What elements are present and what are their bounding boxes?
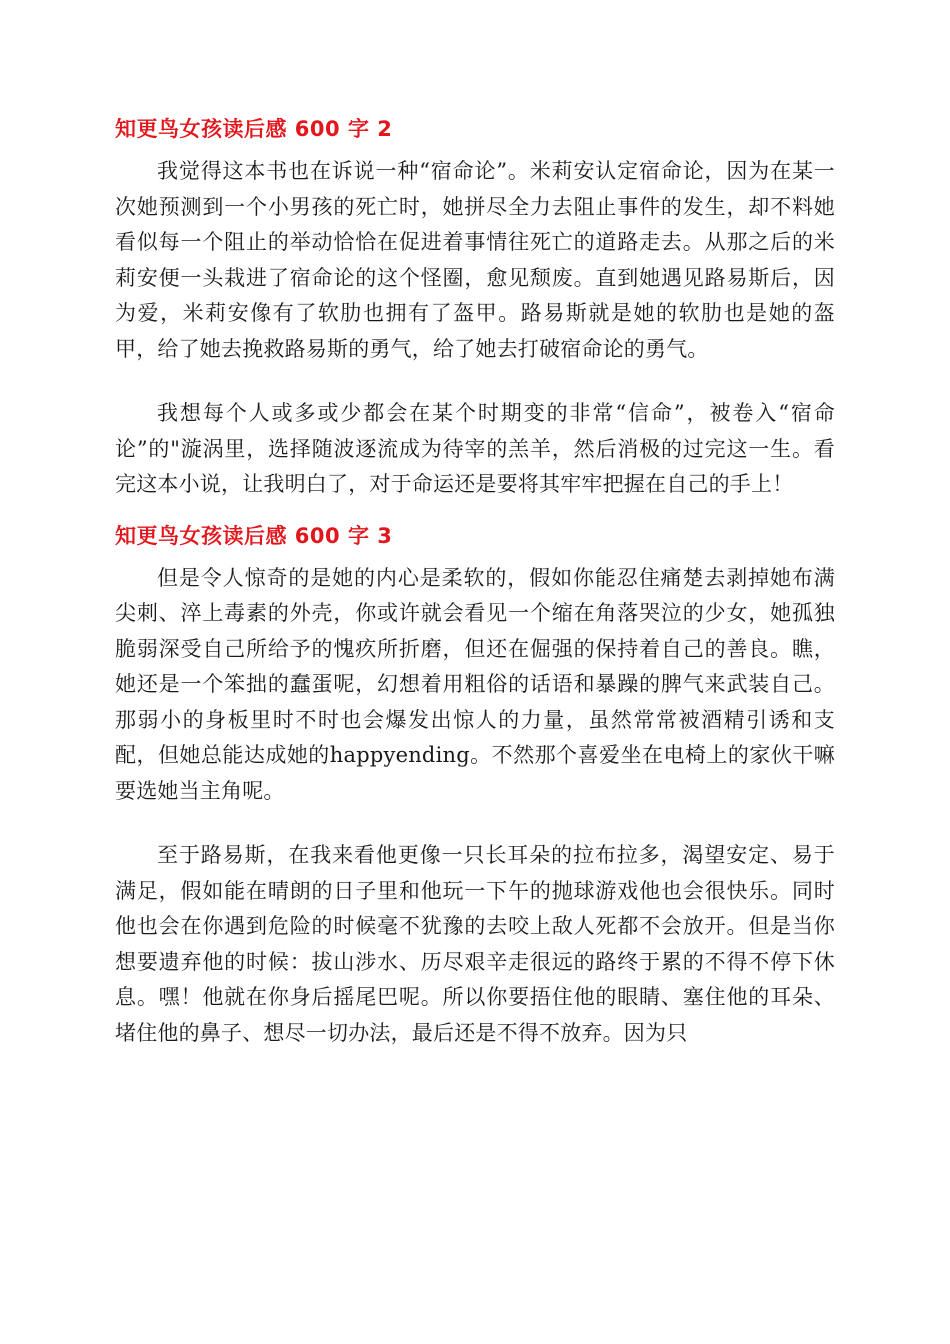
- paragraph: 但是令人惊奇的是她的内心是柔软的，假如你能忍住痛楚去剥掉她布满尖刺、淬上毒素的外壳，你或许就会看见一个缩在角落哭泣的少女，她孤独脆弱深受自己所给予的愧疚所折磨，但还在倔强的保持着自己的善良。瞧，她还是一个笨拙的蠢蛋呢，幻想着用粗俗的话语和暴躁的脾气来武装自己。那弱小的身板里时不时也会爆发出惊人的力量，虽然常常被酒精引诱和支配，但她总能达成她的happyending。不然那个喜爱坐在电椅上的家伙干嘛要选她当主角呢。: [115, 565, 835, 803]
- section-title: 知更鸟女孩读后感 600 字 3: [115, 523, 393, 548]
- paragraph: 我觉得这本书也在诉说一种“宿命论”。米莉安认定宿命论，因为在某一次她预测到一个小男孩的死亡时，她拼尽全力去阻止事件的发生，却不料她看似每一个阻止的举动恰恰在促进着事情往死亡的道路走去。从那之后的米莉安便一头栽进了宿命论的这个怪圈，愈见颓废。直到她遇见路易斯后，因为爱，米莉安像有了软肋也拥有了盔甲。路易斯就是她的软肋也是她的盔甲，给了她去挽救路易斯的勇气，给了她去打破宿命论的勇气。: [115, 159, 835, 361]
- document-page: [115, 112, 835, 1067]
- section-title: 知更鸟女孩读后感 600 字 2: [115, 117, 393, 141]
- paragraph: 至于路易斯，在我来看他更像一只长耳朵的拉布拉多，渴望安定、易于满足，假如能在晴朗的日子里和他玩一下午的抛球游戏他也会很快乐。同时他也会在你遇到危险的时候毫不犹豫的去咬上敌人死都不会放开。但是当你想要遗弃他的时候：拔山涉水、历尽艰辛走很远的路终于累的不得不停下休息。嘿！他就在你身后摇尾巴呢。所以你要捂住他的眼睛、塞住他的耳朵、堵住他的鼻子、想尽一切办法，最后还是不得不放弃。因为只: [115, 843, 835, 1045]
- section-3: [115, 519, 835, 1052]
- paragraph: 我想每个人或多或少都会在某个时期变的非常“信命”，被卷入“宿命论”的"漩涡里，选择随波逐流成为待宰的羔羊，然后消极的过完这一生。看完这本小说，让我明白了，对于命运还是要将其牢牢把握在自己的手上！: [115, 401, 835, 496]
- section-2: [115, 112, 835, 503]
